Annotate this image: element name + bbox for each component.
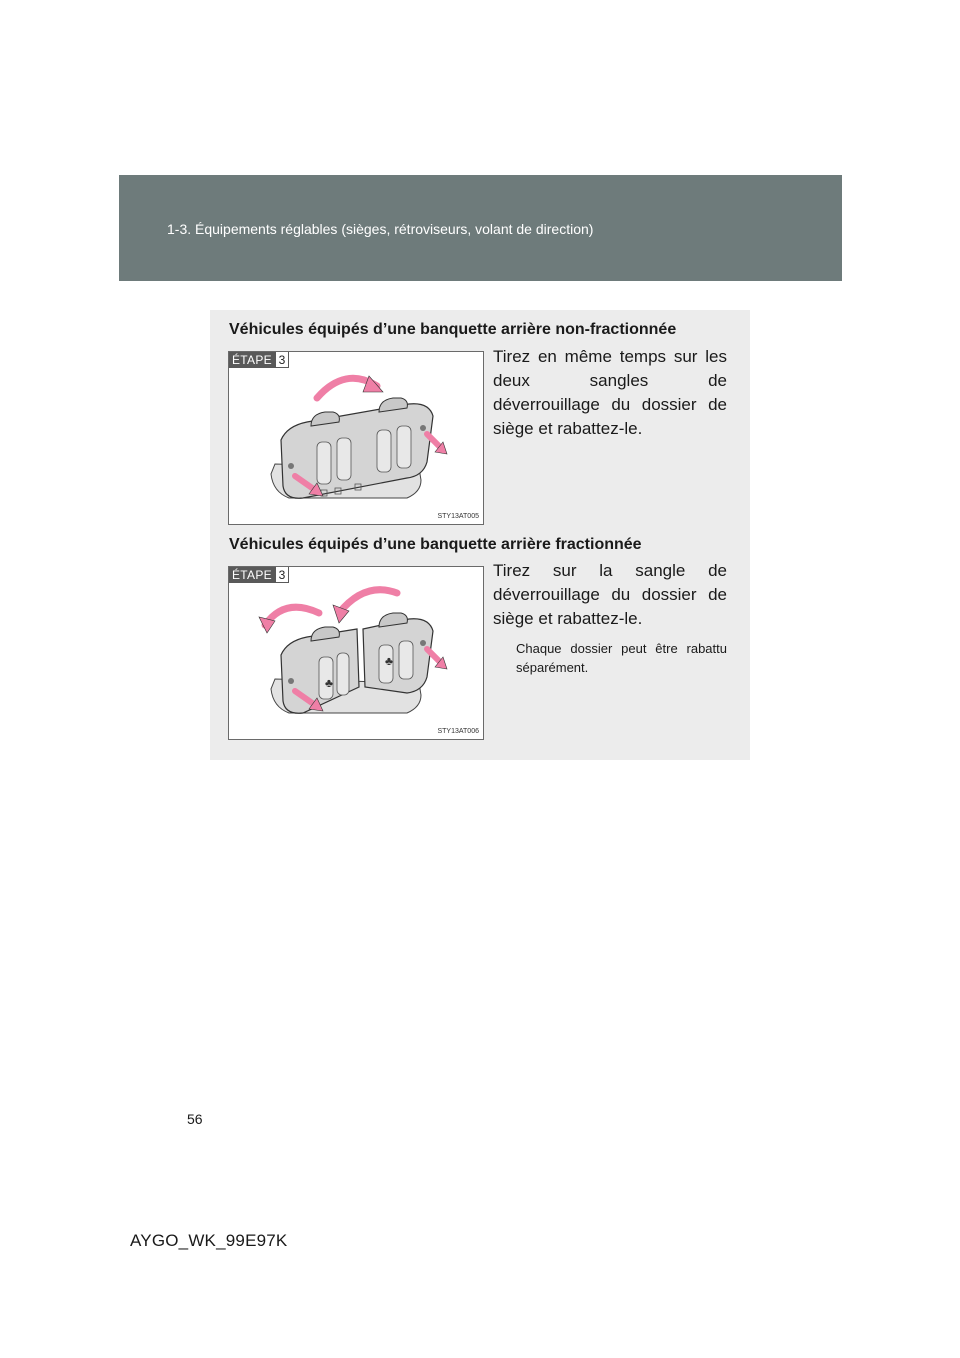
svg-text:♣: ♣ [325, 676, 333, 690]
page-number: 56 [187, 1111, 203, 1127]
section-heading-split: Véhicules équipés d’une banquette arrière fractionnée [229, 536, 642, 553]
chapter-section-title: 1-3. Équipements réglables (sièges, rétroviseurs, volant de direction) [167, 221, 594, 237]
step-number: 3 [275, 352, 289, 368]
instruction-split: Tirez sur la sangle de déverrouillage du dossier de siège et rabattez-le. [493, 561, 727, 628]
step-badge [229, 352, 289, 368]
figure-code: STY13AT006 [437, 728, 479, 735]
document-code: AYGO_WK_99E97K [130, 1231, 288, 1250]
chapter-header-band [119, 175, 842, 281]
note-split: Chaque dossier peut être rabattu séparément. [516, 641, 727, 675]
step-label: ÉTAPE [229, 352, 275, 368]
step-label: ÉTAPE [229, 567, 275, 583]
content-panel [210, 310, 750, 760]
figure-code: STY13AT005 [437, 513, 479, 520]
seat-illustration-non-split [229, 352, 484, 525]
seat-illustration-split [229, 567, 484, 740]
section-heading-non-split: Véhicules équipés d’une banquette arrière non-fractionnée [229, 321, 677, 338]
instruction-non-split: Tirez en même temps sur les deux sangles de déverrouillage du dossier de siège et rabattez-le. [493, 347, 727, 438]
svg-text:♣: ♣ [385, 654, 393, 668]
figure-non-split-seat [228, 351, 484, 525]
step-number: 3 [275, 567, 289, 583]
step-badge [229, 567, 289, 583]
figure-split-seat [228, 566, 484, 740]
